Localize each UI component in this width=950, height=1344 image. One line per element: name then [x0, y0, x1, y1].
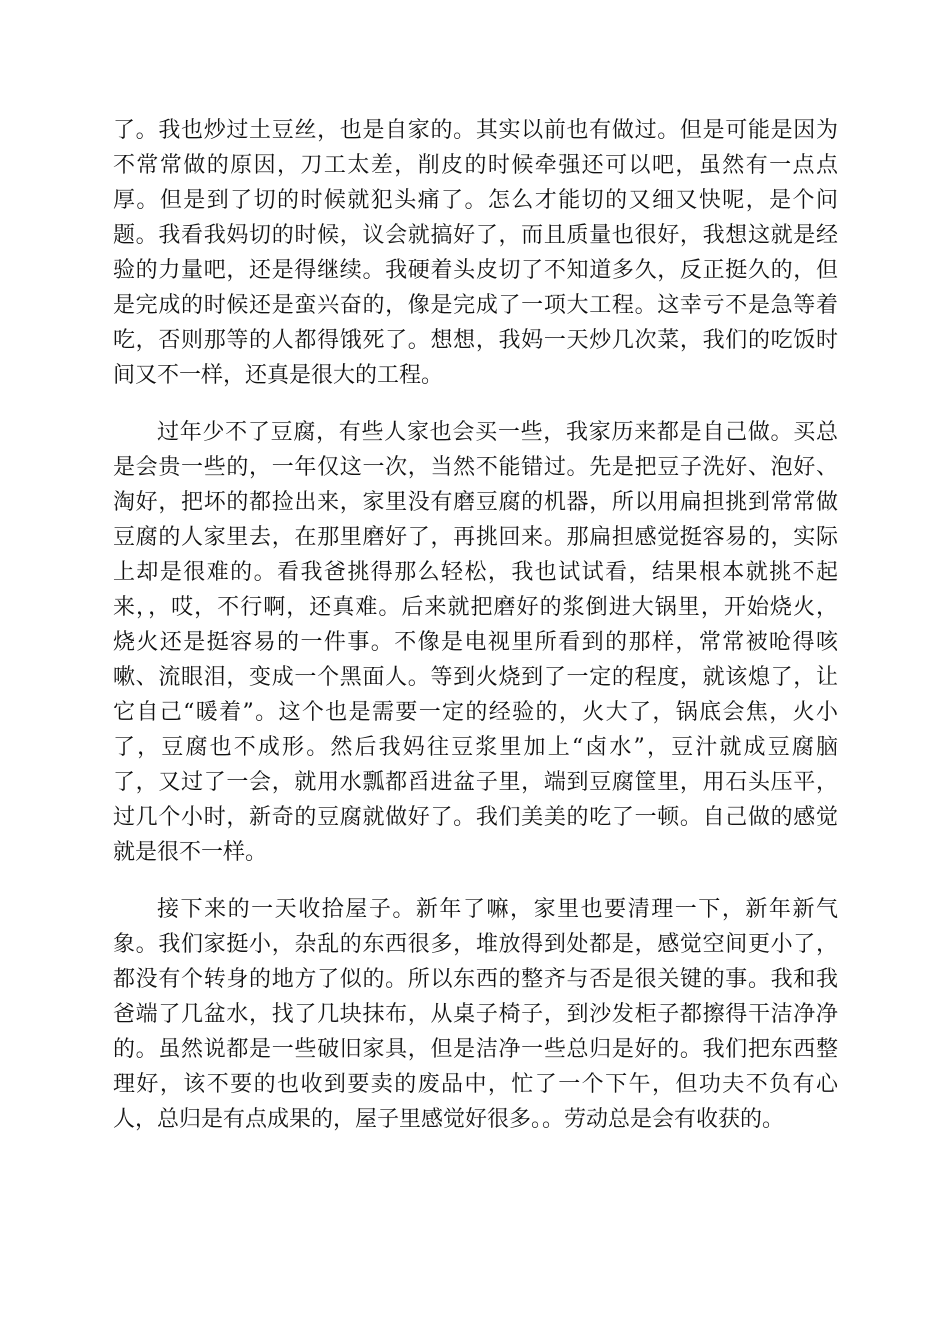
text-line: 人，总归是有点成果的，屋子里感觉好很多。。劳动总是会有收获的。	[113, 1107, 785, 1132]
text-line: 上却是很难的。看我爸挑得那么轻松，我也试试看，结果根本就挑不起	[113, 560, 838, 585]
text-line: 了，豆腐也不成形。然后我妈往豆浆里加上“卤水”，豆汁就成豆腐脑	[113, 735, 838, 760]
document-body	[113, 113, 838, 1137]
text-line: 烧火还是挺容易的一件事。不像是电视里所看到的那样，常常被呛得咳	[113, 630, 838, 655]
text-line: 就是很不一样。	[113, 840, 268, 865]
text-line: 都没有个转身的地方了似的。所以东西的整齐与否是很关键的事。我和我	[113, 967, 838, 992]
text-line: 过几个小时，新奇的豆腐就做好了。我们美美的吃了一顿。自己做的感觉	[113, 805, 838, 830]
text-line: 验的力量吧，还是得继续。我硬着头皮切了不知道多久，反正挺久的，但	[113, 258, 838, 283]
paragraph-tofu-potato	[113, 113, 838, 393]
text-line: 题。我看我妈切的时候，议会就搞好了，而且质量也很好，我想这就是经	[113, 223, 838, 248]
text-line: 是完成的时候还是蛮兴奋的，像是完成了一项大工程。这幸亏不是急等着	[113, 293, 838, 318]
text-line: 了。我也炒过土豆丝，也是自家的。其实以前也有做过。但是可能是因为	[113, 118, 838, 143]
text-line: 淘好，把坏的都捡出来，家里没有磨豆腐的机器，所以用扁担挑到常常做	[113, 490, 838, 515]
text-line: 来，，哎，不行啊，还真难。后来就把磨好的浆倒进大锅里，开始烧火，	[113, 595, 838, 620]
text-line: 它自己“暖着”。这个也是需要一定的经验的，火大了，锅底会焦，火小	[113, 700, 838, 725]
text-line: 爸端了几盆水，找了几块抹布，从桌子椅子，到沙发柜子都擦得干洁净净	[113, 1002, 838, 1027]
text-line: 接下来的一天收拾屋子。新年了嘛，家里也要清理一下，新年新气	[157, 897, 838, 922]
paragraph-making-tofu	[113, 415, 838, 870]
text-line: 的。虽然说都是一些破旧家具，但是洁净一些总归是好的。我们把东西整	[113, 1037, 838, 1062]
text-line: 间又不一样，还真是很大的工程。	[113, 363, 444, 388]
text-line: 了，又过了一会，就用水瓢都舀进盆子里，端到豆腐筐里，用石头压平，	[113, 770, 838, 795]
text-line: 象。我们家挺小，杂乱的东西很多，堆放得到处都是，感觉空间更小了，	[113, 932, 838, 957]
text-line: 厚。但是到了切的时候就犯头痛了。怎么才能切的又细又快呢，是个问	[113, 188, 838, 213]
text-line: 豆腐的人家里去，在那里磨好了，再挑回来。那扁担感觉挺容易的，实际	[113, 525, 838, 550]
text-line: 吃，否则那等的人都得饿死了。想想，我妈一天炒几次菜，我们的吃饭时	[113, 328, 838, 353]
text-line: 理好，该不要的也收到要卖的废品中，忙了一个下午，但功夫不负有心	[113, 1072, 838, 1097]
text-line: 是会贵一些的，一年仅这一次，当然不能错过。先是把豆子洗好、泡好、	[113, 455, 838, 480]
text-line: 过年少不了豆腐，有些人家也会买一些，我家历来都是自己做。买总	[157, 420, 838, 445]
text-line: 嗽、流眼泪，变成一个黑面人。等到火烧到了一定的程度，就该熄了，让	[113, 665, 838, 690]
text-line: 不常常做的原因，刀工太差，削皮的时候牵强还可以吧，虽然有一点点	[113, 153, 838, 178]
paragraph-cleaning-house	[113, 892, 838, 1137]
